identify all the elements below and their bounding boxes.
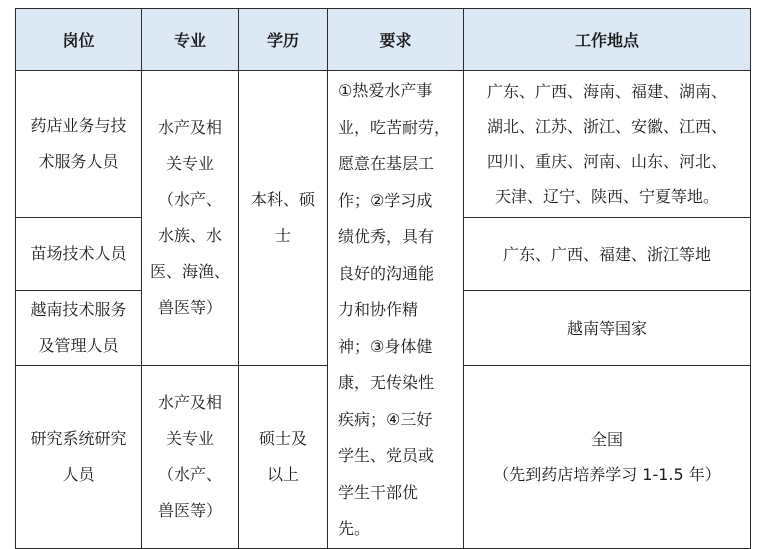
position-text: 苗场技术人员 bbox=[30, 244, 127, 264]
position-text: 越南技术服务 bbox=[30, 300, 127, 320]
major-text: 关专业 bbox=[165, 153, 214, 173]
major-text: 水族、水 bbox=[157, 225, 222, 245]
requirements-text: 业，吃苦耐劳， bbox=[338, 117, 451, 137]
location-text: 广东、广西、福建、浙江等地 bbox=[502, 244, 711, 264]
location-text: 越南等国家 bbox=[566, 318, 647, 338]
header-requirements: 要求 bbox=[328, 9, 464, 71]
requirements-text: 先。 bbox=[338, 519, 371, 538]
major-cell bbox=[142, 365, 239, 548]
position-cell bbox=[16, 217, 142, 290]
location-text: 天津、辽宁、陕西、宁夏等地。 bbox=[494, 186, 719, 206]
degree-cell bbox=[239, 71, 328, 366]
header-location: 工作地点 bbox=[464, 9, 751, 71]
requirements-text: 康，无传染性 bbox=[338, 373, 435, 392]
location-text: （先到药店培养学习 1-1.5 年） bbox=[493, 464, 721, 484]
header-degree: 学历 bbox=[239, 9, 328, 71]
position-cell bbox=[16, 291, 142, 365]
position-text: 术服务人员 bbox=[38, 151, 119, 171]
major-text: 水产及相 bbox=[157, 392, 222, 412]
major-text: 兽医等） bbox=[157, 500, 222, 520]
location-text: 湖北、江苏、浙江、安徽、江西、 bbox=[486, 116, 727, 136]
position-text: 人员 bbox=[62, 464, 95, 484]
position-cell bbox=[16, 365, 142, 548]
degree-text: 硕士及 bbox=[258, 428, 307, 448]
requirements-text: 绩优秀，具有 bbox=[338, 227, 435, 246]
major-text: 水产及相 bbox=[157, 117, 222, 137]
location-text: 全国 bbox=[590, 429, 623, 449]
position-cell bbox=[16, 71, 142, 218]
degree-text: 本科、硕 bbox=[250, 189, 315, 209]
header-row bbox=[16, 9, 751, 71]
requirements-text: 良好的沟通能 bbox=[338, 263, 435, 283]
header-position: 岗位 bbox=[16, 9, 142, 71]
major-text: 兽医等） bbox=[157, 297, 222, 317]
location-text: 四川、重庆、河南、山东、河北、 bbox=[486, 151, 727, 171]
degree-text: 以上 bbox=[266, 464, 299, 484]
major-text: 关专业 bbox=[165, 428, 214, 448]
location-cell bbox=[464, 365, 751, 548]
requirements-text: 力和协作精 bbox=[338, 300, 419, 319]
requirements-cell bbox=[328, 71, 464, 549]
requirements-text: 神；③身体健 bbox=[338, 336, 433, 356]
major-text: （水产、 bbox=[157, 189, 222, 209]
requirements-text: 作；②学习成 bbox=[338, 190, 433, 210]
requirements-text: 愿意在基层工 bbox=[338, 154, 435, 173]
position-text: 研究系统研究 bbox=[30, 428, 127, 448]
requirements-text: 学生、党员或 bbox=[338, 446, 435, 465]
position-text: 药店业务与技 bbox=[30, 115, 127, 135]
requirements-text: 学生干部优 bbox=[338, 482, 419, 502]
location-cell bbox=[464, 291, 751, 365]
major-text: 医、海渔、 bbox=[149, 261, 230, 281]
location-cell bbox=[464, 71, 751, 218]
location-cell bbox=[464, 217, 751, 290]
degree-text: 士 bbox=[274, 225, 291, 245]
major-text: （水产、 bbox=[157, 464, 222, 484]
table-row bbox=[16, 71, 751, 218]
major-cell bbox=[142, 71, 239, 366]
requirements-text: ①热爱水产事 bbox=[338, 81, 433, 100]
requirements-text: 疾病；④三好 bbox=[338, 409, 433, 429]
job-table bbox=[15, 8, 751, 549]
position-text: 及管理人员 bbox=[38, 336, 119, 356]
location-text: 广东、广西、海南、福建、湖南、 bbox=[486, 81, 727, 101]
degree-cell bbox=[239, 365, 328, 548]
header-major: 专业 bbox=[142, 9, 239, 71]
